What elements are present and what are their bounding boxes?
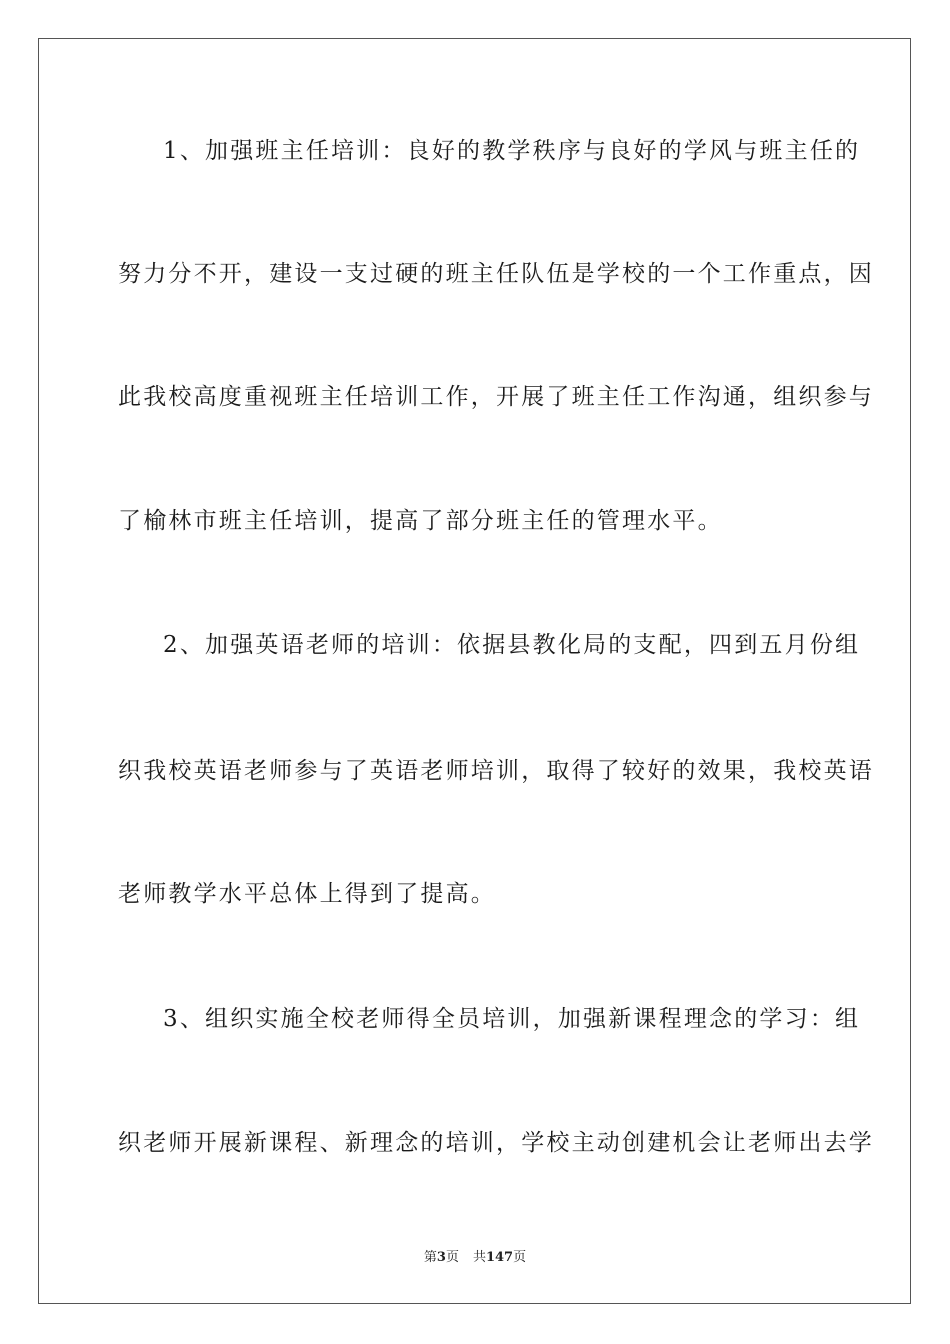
paragraph-1-line-2: 努力分不开，建设一支过硬的班主任队伍是学校的一个工作重点，因 (118, 261, 874, 287)
paragraph-1-line-1: 1、加强班主任培训：良好的教学秩序与良好的学风与班主任的 (163, 138, 861, 164)
paragraph-2-line-1: 2、加强英语老师的培训：依据县教化局的支配，四到五月份组 (163, 632, 861, 658)
paragraph-2-line-2: 织我校英语老师参与了英语老师培训，取得了较好的效果，我校英语 (118, 758, 874, 784)
total-prefix: 共 (472, 1250, 486, 1265)
total-pages: 147 (485, 1250, 514, 1265)
page-border (38, 38, 911, 1304)
page-suffix: 页 (445, 1250, 459, 1265)
paragraph-3-line-1: 3、组织实施全校老师得全员培训，加强新课程理念的学习：组 (163, 1006, 861, 1032)
page-footer (0, 1246, 950, 1265)
total-suffix: 页 (513, 1250, 527, 1265)
paragraph-2-line-3: 老师教学水平总体上得到了提高。 (118, 881, 496, 907)
paragraph-3-line-2: 织老师开展新课程、新理念的培训，学校主动创建机会让老师出去学 (118, 1130, 874, 1156)
page-number: 3 (436, 1250, 446, 1265)
paragraph-1-line-4: 了榆林市班主任培训，提高了部分班主任的管理水平。 (118, 508, 723, 534)
page-prefix: 第 (423, 1250, 437, 1265)
paragraph-1-line-3: 此我校高度重视班主任培训工作，开展了班主任工作沟通，组织参与 (118, 384, 874, 410)
